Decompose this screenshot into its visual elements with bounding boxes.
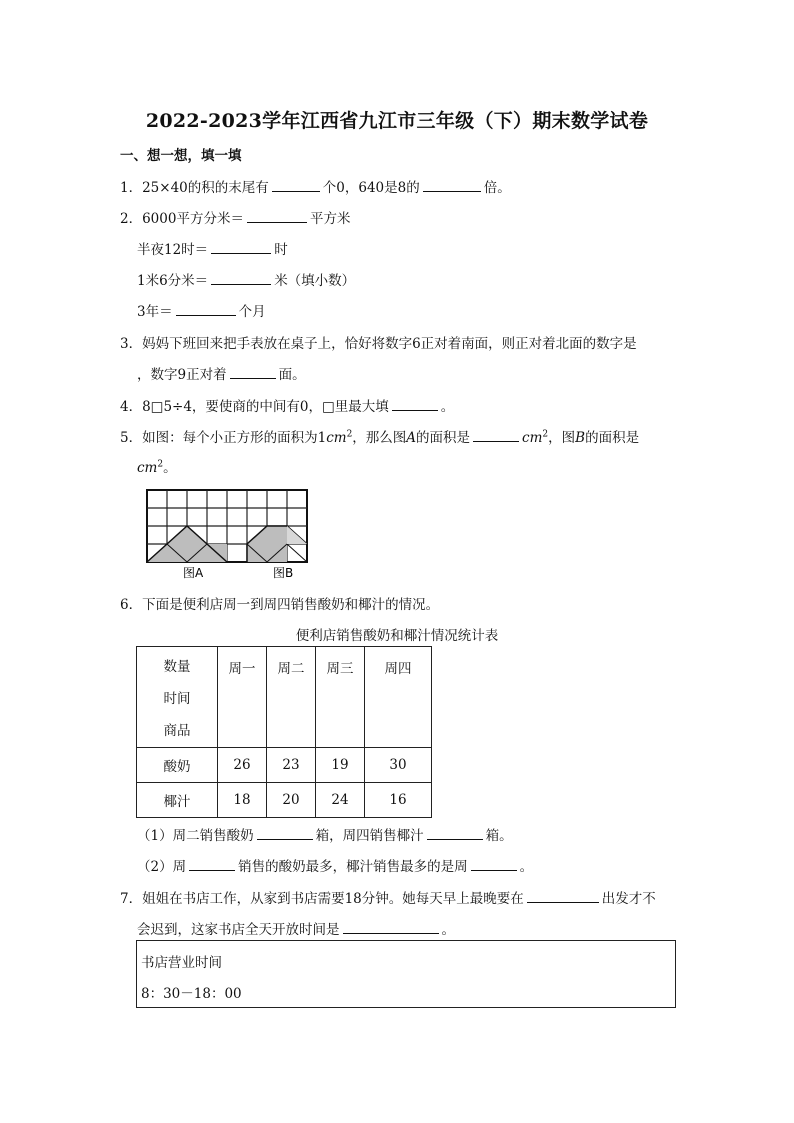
question-6: 6．下面是便利店周一到周四销售酸奶和椰汁的情况。 <box>120 597 440 613</box>
column-header: 周三 <box>316 647 365 748</box>
column-header: 周四 <box>365 647 432 748</box>
table-cell: 20 <box>267 783 316 818</box>
answer-blank[interactable] <box>423 177 481 192</box>
question-2-line-2: 半夜12时＝ 时 <box>137 238 288 258</box>
figure-a-label: 图A <box>183 566 204 580</box>
question-number: 7． <box>120 891 143 907</box>
question-5-line-1: 5．如图：每个小正方形的面积为$1cm^2$，那么图A的面积是 $cm^2$，图B的面积是 <box>120 426 639 446</box>
table-row <box>137 748 432 783</box>
column-header: 周二 <box>267 647 316 748</box>
answer-blank[interactable] <box>189 856 235 871</box>
question-7-line-2: 会迟到，这家书店全天开放时间是 。 <box>137 918 455 938</box>
question-1: 1．25×40的积的末尾有 个0，640是8的 倍。 <box>120 176 511 196</box>
table-cell: 30 <box>365 748 432 783</box>
table-corner-header: 数量 时间 商品 <box>137 647 218 748</box>
question-3-line-2: ，数字9正对着 面。 <box>137 363 306 383</box>
question-number: 3． <box>120 336 143 352</box>
business-hours-title: 书店营业时间 <box>141 955 222 971</box>
row-header: 椰汁 <box>137 783 218 818</box>
table-cell: 23 <box>267 748 316 783</box>
table-cell: 16 <box>365 783 432 818</box>
area-grid-figure <box>145 488 309 580</box>
answer-blank[interactable] <box>211 239 271 254</box>
table-row <box>137 783 432 818</box>
answer-blank[interactable] <box>392 396 438 411</box>
answer-blank[interactable] <box>176 301 236 316</box>
business-hours-box <box>136 940 676 1008</box>
answer-blank[interactable] <box>272 177 320 192</box>
question-number: 2． <box>120 211 143 227</box>
question-7-line-1: 7．姐姐在书店工作，从家到书店需要18分钟。她每天早上最晚要在 出发才不 <box>120 887 656 907</box>
answer-blank[interactable] <box>257 825 313 840</box>
question-number: 4． <box>120 399 143 415</box>
question-6-sub-2: （2）周 销售的酸奶最多，椰汁销售最多的是周 。 <box>137 855 533 875</box>
table-cell: 19 <box>316 748 365 783</box>
answer-blank[interactable] <box>247 208 307 223</box>
table-cell: 24 <box>316 783 365 818</box>
section-title: 一、想一想，填一填 <box>120 148 242 164</box>
answer-blank[interactable] <box>211 270 271 285</box>
table-cell: 26 <box>218 748 267 783</box>
answer-blank[interactable] <box>230 364 276 379</box>
question-3-line-1: 3．妈妈下班回来把手表放在桌子上，恰好将数字6正对着南面，则正对着北面的数字是 <box>120 336 637 352</box>
answer-blank[interactable] <box>343 919 439 934</box>
table-cell: 18 <box>218 783 267 818</box>
answer-blank[interactable] <box>473 427 519 442</box>
question-2-line-4: 3年＝ 个月 <box>137 300 266 320</box>
table-caption: 便利店销售酸奶和椰汁情况统计表 <box>295 628 499 644</box>
business-hours-time: 8：30－18：00 <box>141 986 242 1002</box>
question-2-line-1: 2．6000平方分米＝ 平方米 <box>120 207 350 227</box>
column-header: 周一 <box>218 647 267 748</box>
page-title: 2022-2023学年江西省九江市三年级（下）期末数学试卷 <box>145 110 649 132</box>
answer-blank[interactable] <box>427 825 483 840</box>
question-5-line-2: $cm^2$。 <box>137 459 177 476</box>
question-number: 5． <box>120 430 143 446</box>
question-2-line-3: 1米6分米＝ 米（填小数） <box>137 269 355 289</box>
answer-blank[interactable] <box>527 888 599 903</box>
row-header: 酸奶 <box>137 748 218 783</box>
question-4: 4．8□5÷4，要使商的中间有0，□里最大填 。 <box>120 395 454 415</box>
question-number: 1． <box>120 180 143 196</box>
figure-b-label: 图B <box>273 566 294 580</box>
sales-table <box>136 646 432 818</box>
question-number: 6． <box>120 597 143 613</box>
question-6-sub-1: （1）周二销售酸奶 箱，周四销售椰汁 箱。 <box>137 824 513 844</box>
answer-blank[interactable] <box>471 856 517 871</box>
